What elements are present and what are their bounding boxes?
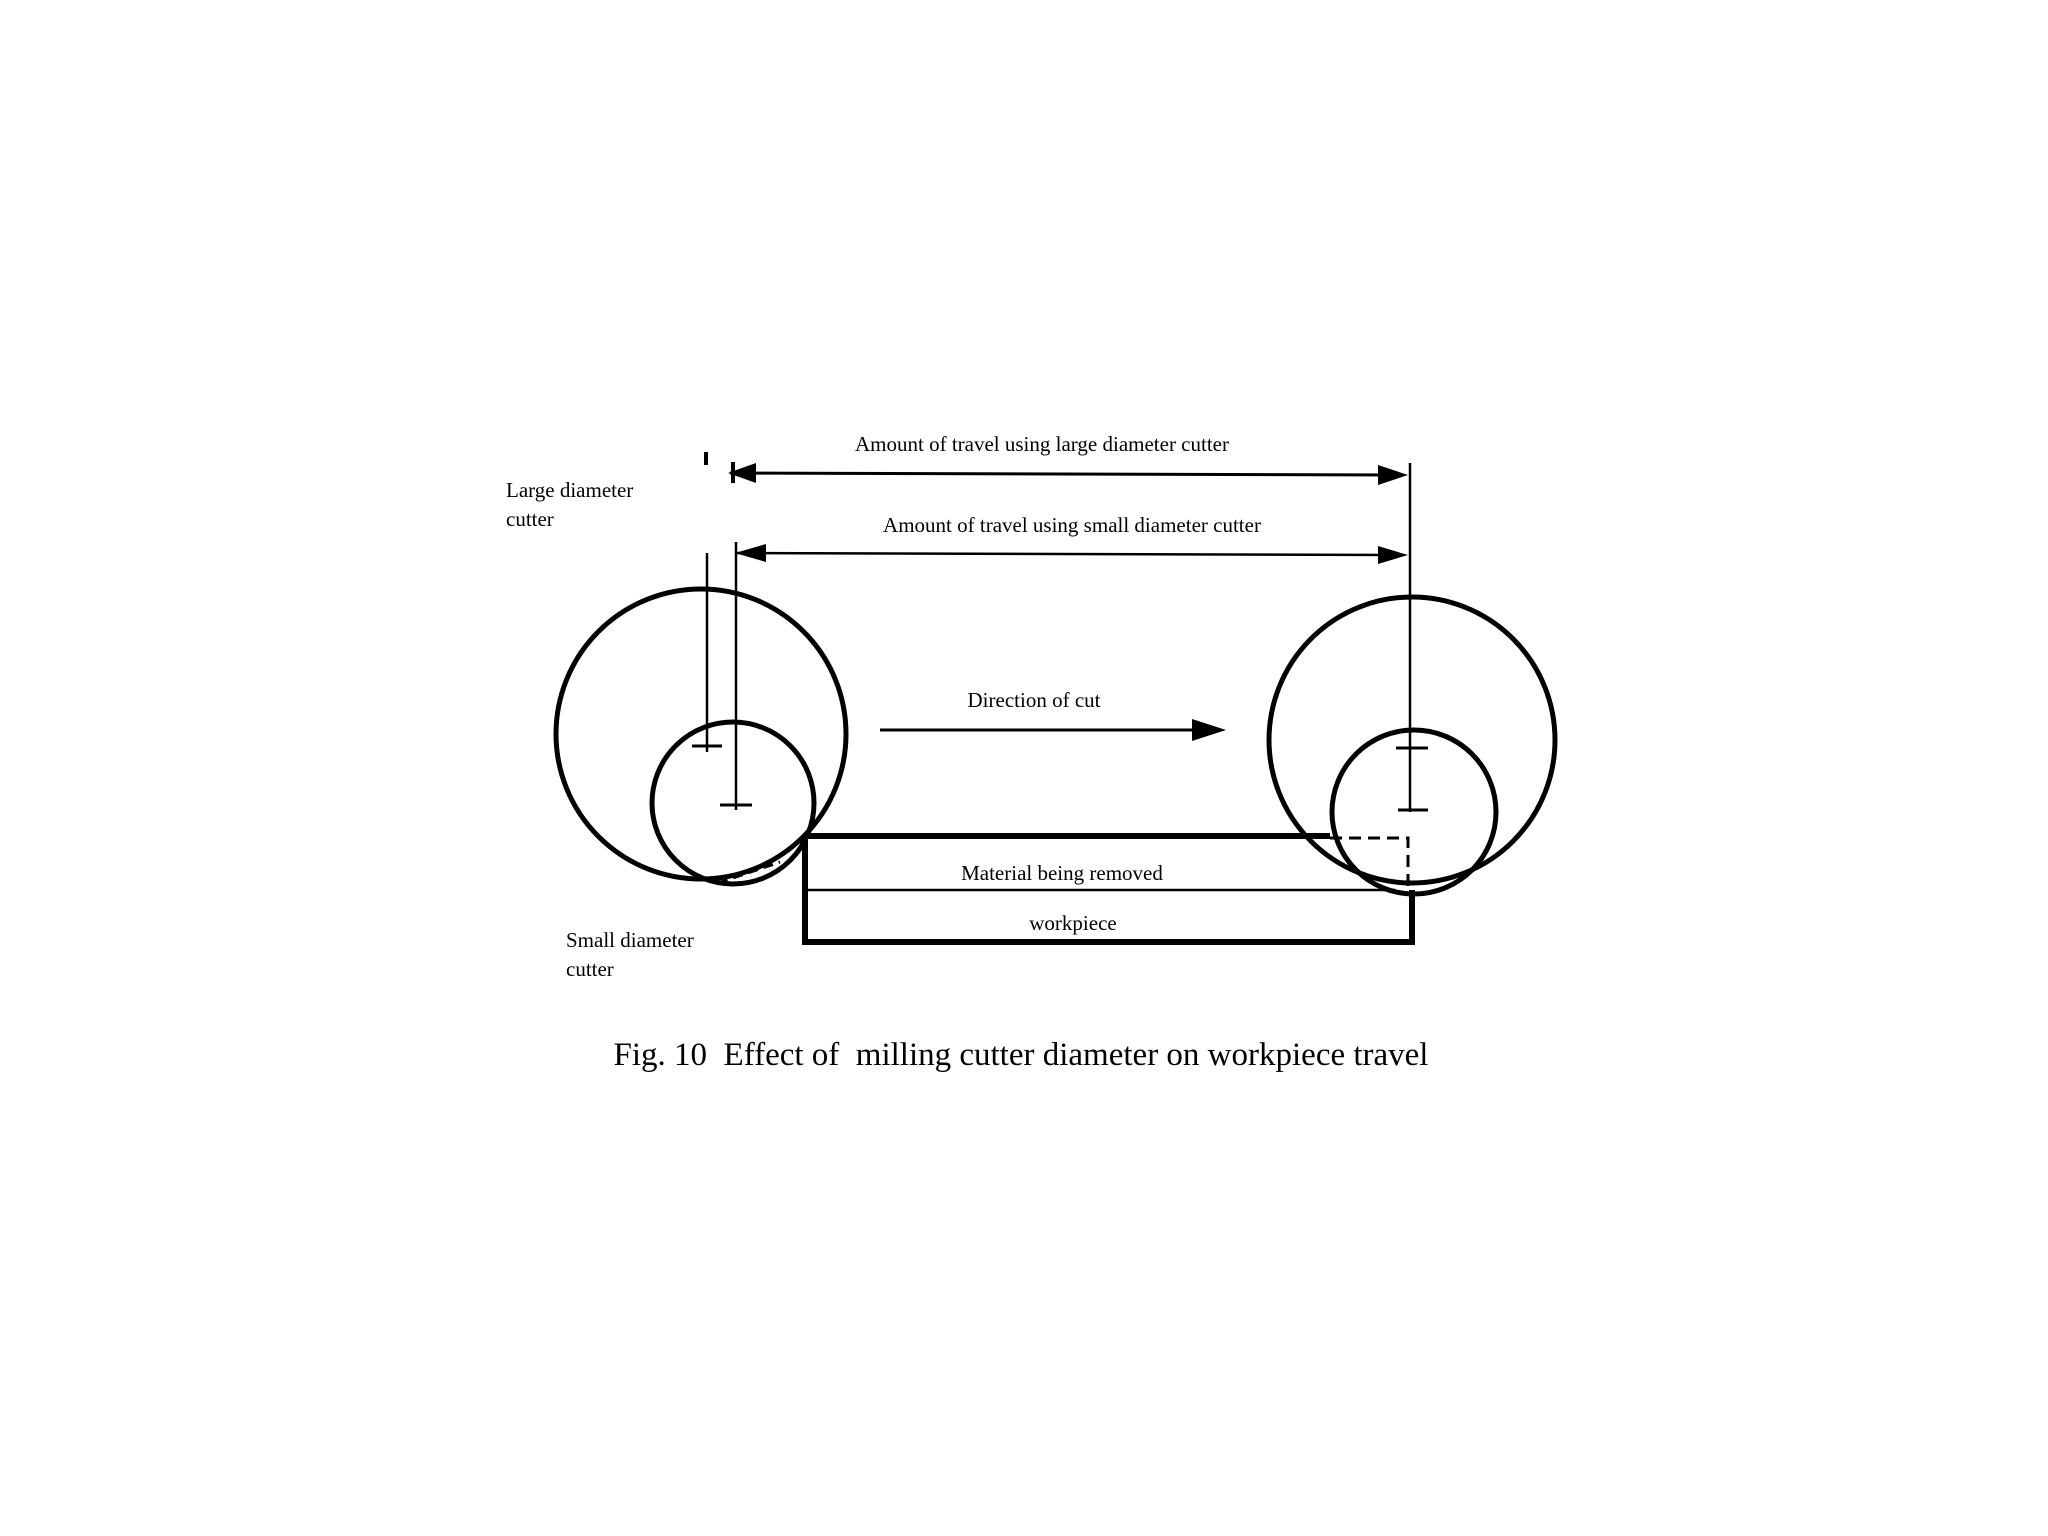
small-cutter-left [652,722,814,884]
large-cutter-label-line2: cutter [506,507,554,531]
large-cutter-right [1269,597,1555,883]
small-cutter-label-line2: cutter [566,957,614,981]
large-travel-label: Amount of travel using large diameter cutter [855,432,1229,456]
large-travel-arrow-head-right [1378,465,1408,485]
figure-caption: Fig. 10 Effect of milling cutter diameter on workpiece travel [613,1037,1429,1073]
large-cutter-left [556,589,846,879]
direction-arrow-head [1192,719,1226,741]
large-cutter-label-line1: Large diameter [506,478,634,502]
small-cutter-right [1332,730,1496,894]
small-travel-arrow-head-left [735,544,766,562]
material-label: Material being removed [961,861,1163,885]
small-travel-arrow [735,553,1400,555]
small-cutter-label-line1: Small diameter [566,928,694,952]
workpiece-label: workpiece [1029,911,1117,935]
small-travel-arrow-head-right [1378,546,1408,564]
small-travel-label: Amount of travel using small diameter cutter [883,513,1261,537]
large-travel-arrow [730,473,1400,475]
direction-label: Direction of cut [967,688,1101,712]
